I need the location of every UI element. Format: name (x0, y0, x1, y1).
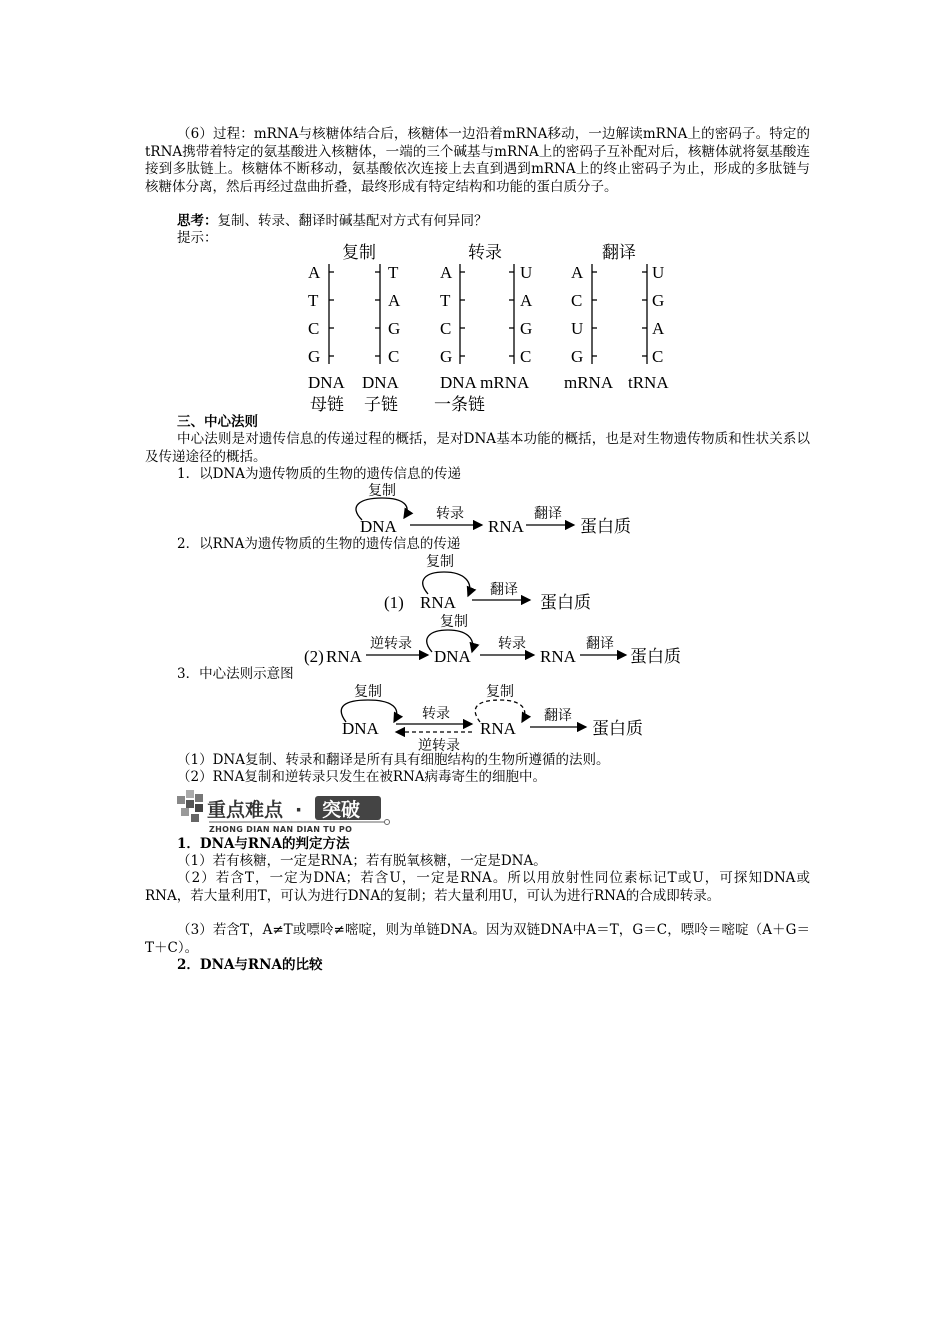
d4-translate: 翻译 (544, 709, 572, 724)
d1-protein: 蛋白质 (580, 517, 631, 536)
paragraph-process: （6）过程：mRNA与核糖体结合后，核糖体一边沿着mRNA移动，一边解读mRNA上的密码子。特定的tRNA携带着特定的氨基酸进入核糖体，一端的三个碱基与mRNA上的密码子互补配对后，核糖体就将氨基酸连接到多肽链上。核糖体不断移动，氨基酸依次连接上去直到遇到mRNA上的终止密码子为止，形成的多肽链与核糖体分离，然后再经过盘曲折叠，最终形成有特定结构和功能的蛋白质分子。 (145, 126, 810, 195)
think-question (145, 213, 810, 231)
central-dogma-diagram (330, 678, 670, 756)
d3-replicate: 复制 (440, 615, 468, 630)
g3-right-0: U (652, 263, 665, 282)
d3-dna: DNA (434, 647, 471, 666)
g1-left-2: C (308, 319, 320, 338)
g2-right-3: C (520, 347, 532, 366)
g1-label-1: DNA (362, 373, 399, 392)
d2-rna: RNA (420, 593, 456, 612)
item2-label: 2．以RNA为遗传物质的生物的遗传信息的传递 (177, 536, 461, 552)
d4-reverse: 逆转录 (418, 739, 460, 754)
hint-label: 提示： (177, 230, 218, 246)
g2-label-0: DNA mRNA (440, 373, 530, 392)
key-points-logo (175, 786, 395, 834)
d1-rna: RNA (488, 517, 524, 536)
g1-label-0: DNA (308, 373, 345, 392)
d3-rna-1: RNA (326, 647, 362, 666)
k1-b: （2）若含T，一定为DNA；若含U，一定是RNA。所以用放射性同位素标记T或U，可探知DNA或RNA，若大量利用T，可认为进行DNA的复制；若大量利用U，可认为进行RNA的合成即转录。 (145, 870, 810, 904)
k2-title: 2．DNA与RNA的比较 (177, 957, 323, 973)
g1-right-1: A (388, 291, 401, 310)
title-translate: 翻译 (602, 243, 636, 262)
g1-left-3: G (308, 347, 321, 366)
title-replicate: 复制 (342, 243, 376, 262)
g3-right-3: C (652, 347, 664, 366)
g3-right-1: G (652, 291, 665, 310)
d1-translate: 翻译 (534, 507, 562, 522)
d2-protein: 蛋白质 (540, 593, 591, 612)
logo-pinyin: ZHONG DIAN NAN DIAN TU PO (209, 825, 353, 834)
section3-intro: 中心法则是对遗传信息的传递过程的概括，是对DNA基本功能的概括，也是对生物遗传物质和性状关系以及传递途径的概括。 (145, 431, 810, 465)
g2-sublabel-0: 一条链 (434, 395, 485, 414)
base-pairing-diagram (300, 238, 700, 418)
g2-left-3: G (440, 347, 453, 366)
g1-right-0: T (388, 263, 399, 282)
g3-label-0: mRNA (564, 373, 614, 392)
k1-title: 1．DNA与RNA的判定方法 (177, 836, 350, 852)
title-transcribe: 转录 (468, 243, 502, 262)
g3-left-1: C (571, 291, 583, 310)
g1-left-1: T (308, 291, 319, 310)
g2-left-0: A (440, 263, 453, 282)
d3-n2: (2) (304, 647, 324, 666)
d2-n1: (1) (384, 593, 404, 612)
think-label: 思考： (177, 213, 218, 229)
g1-right-3: C (388, 347, 400, 366)
d2-translate: 翻译 (490, 583, 518, 598)
rna-flow-diagram-1 (380, 548, 640, 618)
g3-left-2: U (571, 319, 584, 338)
d4-replicate-rna: 复制 (486, 685, 514, 700)
logo-title: 重点难点 (207, 799, 284, 821)
d4-replicate-dna: 复制 (354, 685, 382, 700)
g3-label-1: tRNA (628, 373, 669, 392)
d4-rna: RNA (480, 719, 516, 738)
g1-left-0: A (308, 263, 321, 282)
d1-replicate: 复制 (368, 484, 396, 499)
logo-badge: 突破 (322, 799, 361, 821)
d4-transcribe: 转录 (422, 707, 450, 722)
d3-protein: 蛋白质 (630, 647, 681, 666)
d3-transcribe: 转录 (498, 637, 526, 652)
g3-left-3: G (571, 347, 584, 366)
g3-left-0: A (571, 263, 584, 282)
g2-right-0: U (520, 263, 533, 282)
d1-transcribe: 转录 (436, 507, 464, 522)
rna-flow-diagram-2 (300, 610, 700, 670)
note-1: （1）DNA复制、转录和翻译是所有具有细胞结构的生物所遵循的法则。 (177, 752, 610, 768)
cube-icon (175, 786, 395, 834)
g2-left-2: C (440, 319, 452, 338)
d1-dna: DNA (360, 517, 397, 536)
g2-left-1: T (440, 291, 451, 310)
g1-right-2: G (388, 319, 401, 338)
d3-translate: 翻译 (586, 637, 614, 652)
g2-right-2: G (520, 319, 533, 338)
d4-dna: DNA (342, 719, 379, 738)
d3-reverse: 逆转录 (370, 637, 412, 652)
d2-replicate: 复制 (426, 555, 454, 570)
g2-right-1: A (520, 291, 533, 310)
d4-protein: 蛋白质 (592, 719, 643, 738)
note-2: （2）RNA复制和逆转录只发生在被RNA病毒寄生的细胞中。 (177, 769, 547, 785)
k1-a: （1）若有核糖，一定是RNA；若有脱氧核糖，一定是DNA。 (177, 853, 547, 869)
logo-dot: · (295, 799, 303, 821)
k1-c: （3）若含T，A≠T或嘌呤≠嘧啶，则为单链DNA。因为双链DNA中A＝T，G＝C，嘌呤＝嘧啶（A＋G＝T＋C）。 (145, 922, 810, 956)
dna-flow-diagram (340, 478, 660, 538)
g1-sublabel-0: 母链 (310, 395, 344, 414)
g3-right-2: A (652, 319, 665, 338)
d3-rna-2: RNA (540, 647, 576, 666)
g1-sublabel-1: 子链 (364, 395, 398, 414)
think-text: 复制、转录、翻译时碱基配对方式有何异同？ (217, 213, 488, 229)
item1-label: 1．以DNA为遗传物质的生物的遗传信息的传递 (177, 466, 461, 482)
section3-title: 三、中心法则 (177, 414, 258, 430)
item3-label: 3．中心法则示意图 (177, 666, 294, 682)
